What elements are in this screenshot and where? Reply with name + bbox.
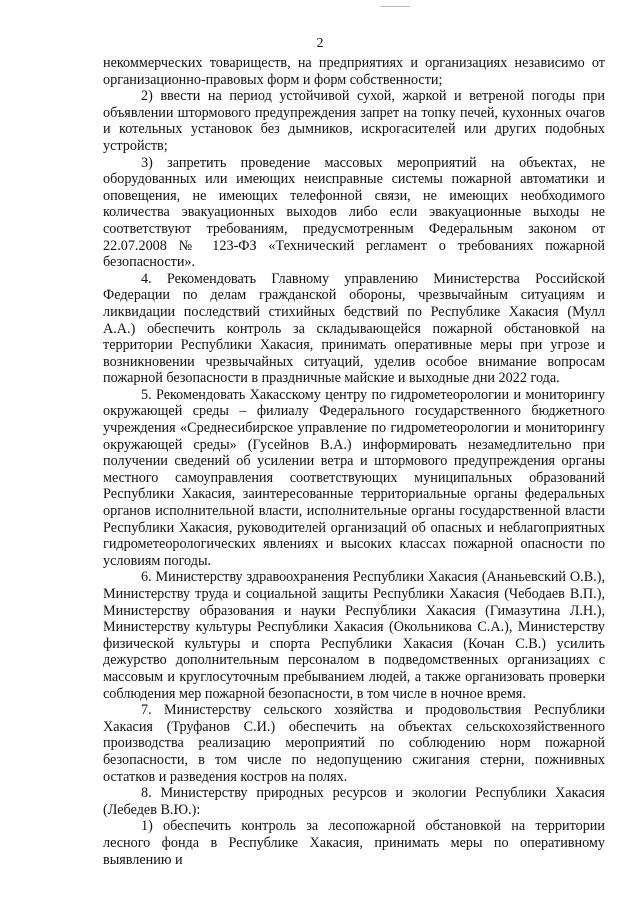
paragraph-section-6: 6. Министерству здравоохранения Республики Хакасия (Ананьевский О.В.), Министерству труда и социальной защиты Республики Хакасия (Чебодаев В.П.), Министерству образования и науки Республики Хакасия (Гимазутина Л.Н.), Министерству культуры Республики Хакасия (Окольникова С.А.), Министерству физической культуры и спорта Республики Хакасия (Кочан С.В.) усилить дежурство дополнительным персоналом в подведомственных организациях с массовым и круглосуточным пребыванием людей, а также организовать проверки соблюдения мер пожарной безопасности, в том числе в ночное время.	[103, 569, 605, 702]
paragraph-section-5: 5. Рекомендовать Хакасскому центру по гидрометеорологии и мониторингу окружающей среды – филиалу Федерального государственного бюджетного учреждения «Среднесибирское управление по гидрометеорологии и мониторингу окружающей среды» (Гусейнов В.А.) информировать незамедлительно при получении сведений об усилении ветра и штормового предупреждения органы местного самоуправления соответствующих муниципальных образований Республики Хакасия, заинтересованные территориальные органы федеральных органов исполнительной власти, исполнительные органы государственной власти Республики Хакасия, руководителей организаций об опасных и неблагоприятных гидрометеорологических явлениях и высоких классах пожарной опасности по условиям погоды.	[103, 386, 605, 569]
paragraph-section-4: 4. Рекомендовать Главному управлению Министерства Российской Федерации по делам гражданской обороны, чрезвычайным ситуациям и ликвидации последствий стихийных бедствий по Республике Хакасия (Мулл А.А.) обеспечить контроль за складывающейся пожарной обстановкой на территории Республики Хакасия, принимать оперативные меры при угрозе и возникновении чрезвычайных ситуаций, уделив особое внимание вопросам пожарной безопасности в праздничные майские и выходные дни 2022 года.	[103, 270, 605, 387]
paragraph-item-2: 2) ввести на период устойчивой сухой, жаркой и ветреной погоды при объявлении штормового предупреждения запрет на топку печей, кухонных очагов и котельных установок без дымников, искрогасителей или других подобных устройств;	[103, 88, 605, 154]
scan-mark	[380, 6, 410, 7]
paragraph-section-8: 8. Министерству природных ресурсов и экологии Республики Хакасия (Лебедев В.Ю.):	[103, 785, 605, 818]
paragraph-item-3: 3) запретить проведение массовых мероприятий на объектах, не оборудованных или имеющих неисправные системы пожарной автоматики и оповещения, не имеющих телефонной связи, не имеющих необходимого количества эвакуационных выходов либо если эвакуационные выходы не соответствуют требованиям, предусмотренным Федеральным законом от 22.07.2008 № 123-ФЗ «Технический регламент о требованиях пожарной безопасности».	[103, 154, 605, 271]
paragraph-continuation: некоммерческих товариществ, на предприятиях и организациях независимо от организационно-правовых форм и форм собственности;	[103, 55, 605, 88]
paragraph-section-7: 7. Министерству сельского хозяйства и продовольствия Республики Хакасия (Труфанов С.И.) обеспечить на объектах сельскохозяйственного производства реализацию мероприятий по соблюдению норм пожарной безопасности, в том числе по недопущению сжигания стерни, пожнивных остатков и разведения костров на полях.	[103, 702, 605, 785]
document-body	[103, 55, 605, 868]
paragraph-section-8-item-1: 1) обеспечить контроль за лесопожарной обстановкой на территории лесного фонда в Республике Хакасия, принимать меры по оперативному выявлению и	[103, 818, 605, 868]
page-number: 2	[316, 36, 324, 51]
